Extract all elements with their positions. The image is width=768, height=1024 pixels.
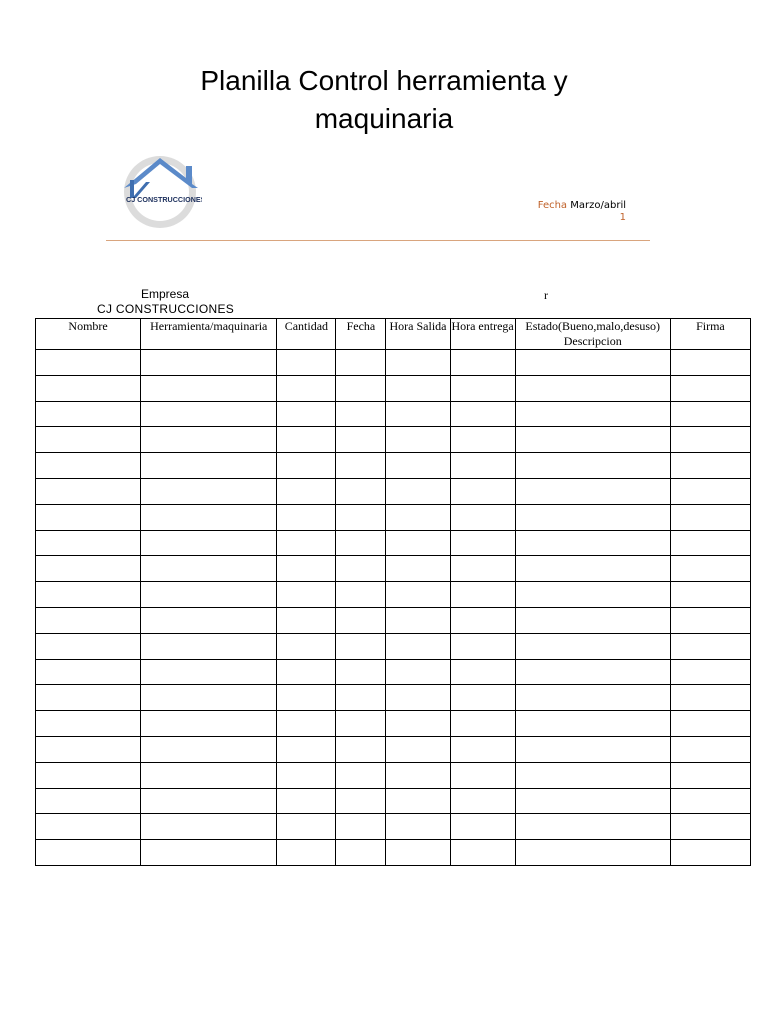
table-cell[interactable] <box>336 840 386 866</box>
table-cell[interactable] <box>450 633 515 659</box>
table-cell[interactable] <box>141 478 277 504</box>
table-cell[interactable] <box>670 685 750 711</box>
table-cell[interactable] <box>336 582 386 608</box>
table-cell[interactable] <box>515 633 670 659</box>
table-row <box>36 427 751 453</box>
header-hora-salida: Hora Salida <box>386 319 450 350</box>
table-cell[interactable] <box>515 788 670 814</box>
table-cell[interactable] <box>515 401 670 427</box>
table-cell[interactable] <box>277 350 336 376</box>
table-cell[interactable] <box>515 814 670 840</box>
fecha-block <box>500 200 626 224</box>
table-cell[interactable] <box>336 375 386 401</box>
table-cell[interactable] <box>515 350 670 376</box>
table-cell[interactable] <box>450 478 515 504</box>
table-cell[interactable] <box>386 685 450 711</box>
table-cell[interactable] <box>670 840 750 866</box>
table-cell[interactable] <box>36 375 141 401</box>
table-cell[interactable] <box>386 840 450 866</box>
table-cell[interactable] <box>336 478 386 504</box>
table-cell[interactable] <box>141 556 277 582</box>
logo-text: CJ CONSTRUCCIONES <box>126 195 202 204</box>
table-cell[interactable] <box>141 607 277 633</box>
table-cell[interactable] <box>386 788 450 814</box>
document-title <box>0 62 768 138</box>
table-cell[interactable] <box>336 350 386 376</box>
table-cell[interactable] <box>515 685 670 711</box>
table-cell[interactable] <box>670 453 750 479</box>
table-cell[interactable] <box>36 762 141 788</box>
table-cell[interactable] <box>515 453 670 479</box>
table-cell[interactable] <box>336 401 386 427</box>
table-header-row <box>36 319 751 350</box>
table-cell[interactable] <box>36 350 141 376</box>
table-cell[interactable] <box>336 504 386 530</box>
table-row <box>36 607 751 633</box>
table-row <box>36 788 751 814</box>
table-cell[interactable] <box>386 814 450 840</box>
table-cell[interactable] <box>36 556 141 582</box>
table-cell[interactable] <box>277 762 336 788</box>
header-herramienta: Herramienta/maquinaria <box>141 319 277 350</box>
table-cell[interactable] <box>515 556 670 582</box>
header-divider <box>106 240 650 241</box>
table-cell[interactable] <box>141 840 277 866</box>
table-cell[interactable] <box>277 453 336 479</box>
table-row <box>36 633 751 659</box>
table-cell[interactable] <box>277 633 336 659</box>
table-cell[interactable] <box>670 350 750 376</box>
table-cell[interactable] <box>515 659 670 685</box>
table-row <box>36 685 751 711</box>
header-firma: Firma <box>670 319 750 350</box>
table-row <box>36 401 751 427</box>
table-cell[interactable] <box>36 788 141 814</box>
table-cell[interactable] <box>515 504 670 530</box>
table-cell[interactable] <box>336 659 386 685</box>
table-cell[interactable] <box>450 736 515 762</box>
table-cell[interactable] <box>277 607 336 633</box>
table-cell[interactable] <box>141 582 277 608</box>
table-cell[interactable] <box>670 375 750 401</box>
table-cell[interactable] <box>141 401 277 427</box>
table-cell[interactable] <box>277 530 336 556</box>
table-cell[interactable] <box>277 736 336 762</box>
table-cell[interactable] <box>141 350 277 376</box>
table-cell[interactable] <box>336 453 386 479</box>
table-cell[interactable] <box>36 659 141 685</box>
table-cell[interactable] <box>36 427 141 453</box>
table-row <box>36 814 751 840</box>
table-cell[interactable] <box>141 530 277 556</box>
table-row <box>36 556 751 582</box>
table-cell[interactable] <box>386 530 450 556</box>
table-cell[interactable] <box>386 711 450 737</box>
table-cell[interactable] <box>141 375 277 401</box>
table-cell[interactable] <box>36 840 141 866</box>
table-row <box>36 711 751 737</box>
table-cell[interactable] <box>141 736 277 762</box>
table-cell[interactable] <box>336 736 386 762</box>
table-cell[interactable] <box>277 375 336 401</box>
table-cell[interactable] <box>670 814 750 840</box>
table-row <box>36 736 751 762</box>
header-fecha: Fecha <box>336 319 386 350</box>
table-cell[interactable] <box>277 711 336 737</box>
table-cell[interactable] <box>386 633 450 659</box>
table-cell[interactable] <box>36 685 141 711</box>
table-cell[interactable] <box>336 530 386 556</box>
table-cell[interactable] <box>670 788 750 814</box>
table-cell[interactable] <box>450 427 515 453</box>
empresa-label: Empresa <box>141 287 190 301</box>
table-cell[interactable] <box>277 685 336 711</box>
table-cell[interactable] <box>36 401 141 427</box>
table-cell[interactable] <box>670 736 750 762</box>
table-row <box>36 375 751 401</box>
control-table <box>35 318 751 866</box>
table-cell[interactable] <box>336 788 386 814</box>
table-cell[interactable] <box>36 504 141 530</box>
table-cell[interactable] <box>450 711 515 737</box>
table-cell[interactable] <box>36 633 141 659</box>
table-cell[interactable] <box>36 582 141 608</box>
table-cell[interactable] <box>141 685 277 711</box>
table-cell[interactable] <box>36 530 141 556</box>
table-cell[interactable] <box>450 582 515 608</box>
table-cell[interactable] <box>515 762 670 788</box>
table-cell[interactable] <box>515 375 670 401</box>
table-cell[interactable] <box>336 427 386 453</box>
table-row <box>36 504 751 530</box>
table-cell[interactable] <box>36 736 141 762</box>
table-cell[interactable] <box>277 788 336 814</box>
title-line-2: maquinaria <box>314 103 454 134</box>
table-cell[interactable] <box>450 375 515 401</box>
table-cell[interactable] <box>386 375 450 401</box>
table-cell[interactable] <box>277 427 336 453</box>
table-cell[interactable] <box>670 556 750 582</box>
table-cell[interactable] <box>515 478 670 504</box>
table-cell[interactable] <box>450 762 515 788</box>
table-cell[interactable] <box>515 607 670 633</box>
table-cell[interactable] <box>450 788 515 814</box>
table-cell[interactable] <box>386 350 450 376</box>
house-logo-icon <box>116 154 202 228</box>
table-cell[interactable] <box>141 633 277 659</box>
table-cell[interactable] <box>277 659 336 685</box>
table-cell[interactable] <box>386 582 450 608</box>
table-cell[interactable] <box>670 711 750 737</box>
table-cell[interactable] <box>450 607 515 633</box>
table-cell[interactable] <box>336 762 386 788</box>
fecha-label: Fecha <box>537 200 568 211</box>
table-cell[interactable] <box>277 478 336 504</box>
table-body <box>36 350 751 866</box>
table-row <box>36 530 751 556</box>
table-cell[interactable] <box>277 556 336 582</box>
table-cell[interactable] <box>36 607 141 633</box>
table-cell[interactable] <box>336 711 386 737</box>
table-cell[interactable] <box>36 711 141 737</box>
table-cell[interactable] <box>670 633 750 659</box>
fecha-value: Marzo/abril <box>570 200 626 211</box>
table-cell[interactable] <box>386 556 450 582</box>
table-cell[interactable] <box>515 711 670 737</box>
table-row <box>36 453 751 479</box>
table-cell[interactable] <box>670 530 750 556</box>
table-cell[interactable] <box>386 504 450 530</box>
table-cell[interactable] <box>515 582 670 608</box>
header-nombre: Nombre <box>36 319 141 350</box>
table-cell[interactable] <box>336 685 386 711</box>
table-cell[interactable] <box>336 814 386 840</box>
table-cell[interactable] <box>141 504 277 530</box>
header-estado: Estado(Bueno,malo,desuso) Descripcion <box>515 319 670 350</box>
table-cell[interactable] <box>336 633 386 659</box>
header-hora-entrega: Hora entrega <box>450 319 515 350</box>
table-cell[interactable] <box>336 607 386 633</box>
table-cell[interactable] <box>386 453 450 479</box>
table-cell[interactable] <box>450 556 515 582</box>
table-cell[interactable] <box>141 659 277 685</box>
table-cell[interactable] <box>670 478 750 504</box>
table-cell[interactable] <box>450 659 515 685</box>
table-cell[interactable] <box>386 736 450 762</box>
table-cell[interactable] <box>670 607 750 633</box>
table-cell[interactable] <box>515 840 670 866</box>
table-row <box>36 659 751 685</box>
table-cell[interactable] <box>670 401 750 427</box>
table-cell[interactable] <box>277 504 336 530</box>
table-cell[interactable] <box>450 530 515 556</box>
table-row <box>36 582 751 608</box>
table-cell[interactable] <box>277 401 336 427</box>
table-cell[interactable] <box>36 478 141 504</box>
table-cell[interactable] <box>450 401 515 427</box>
table-cell[interactable] <box>386 427 450 453</box>
table-row <box>36 762 751 788</box>
table-cell[interactable] <box>386 659 450 685</box>
table-cell[interactable] <box>670 504 750 530</box>
table-row <box>36 478 751 504</box>
table-cell[interactable] <box>515 736 670 762</box>
table-row <box>36 840 751 866</box>
table-cell[interactable] <box>450 504 515 530</box>
table-cell[interactable] <box>386 401 450 427</box>
stray-character: r <box>544 288 548 302</box>
table-cell[interactable] <box>670 762 750 788</box>
title-line-1: Planilla Control herramienta y <box>200 65 568 96</box>
table-cell[interactable] <box>36 814 141 840</box>
table-cell[interactable] <box>141 762 277 788</box>
table-cell[interactable] <box>277 840 336 866</box>
table-cell[interactable] <box>336 556 386 582</box>
table-cell[interactable] <box>141 427 277 453</box>
table-cell[interactable] <box>670 582 750 608</box>
company-logo <box>116 154 202 228</box>
table-cell[interactable] <box>670 659 750 685</box>
table-cell[interactable] <box>141 711 277 737</box>
table-cell[interactable] <box>515 427 670 453</box>
table-cell[interactable] <box>450 840 515 866</box>
table-cell[interactable] <box>141 788 277 814</box>
table-cell[interactable] <box>36 453 141 479</box>
table-cell[interactable] <box>515 530 670 556</box>
empresa-value: CJ CONSTRUCCIONES <box>97 302 235 316</box>
table-cell[interactable] <box>141 814 277 840</box>
table-cell[interactable] <box>141 453 277 479</box>
header-cantidad: Cantidad <box>277 319 336 350</box>
table-cell[interactable] <box>450 685 515 711</box>
table-cell[interactable] <box>386 762 450 788</box>
table-cell[interactable] <box>386 478 450 504</box>
fecha-number: 1 <box>619 212 626 223</box>
table-cell[interactable] <box>450 453 515 479</box>
table-cell[interactable] <box>450 814 515 840</box>
table-row <box>36 350 751 376</box>
table-cell[interactable] <box>670 427 750 453</box>
table-cell[interactable] <box>277 814 336 840</box>
table-cell[interactable] <box>386 607 450 633</box>
table-cell[interactable] <box>277 582 336 608</box>
table-cell[interactable] <box>450 350 515 376</box>
